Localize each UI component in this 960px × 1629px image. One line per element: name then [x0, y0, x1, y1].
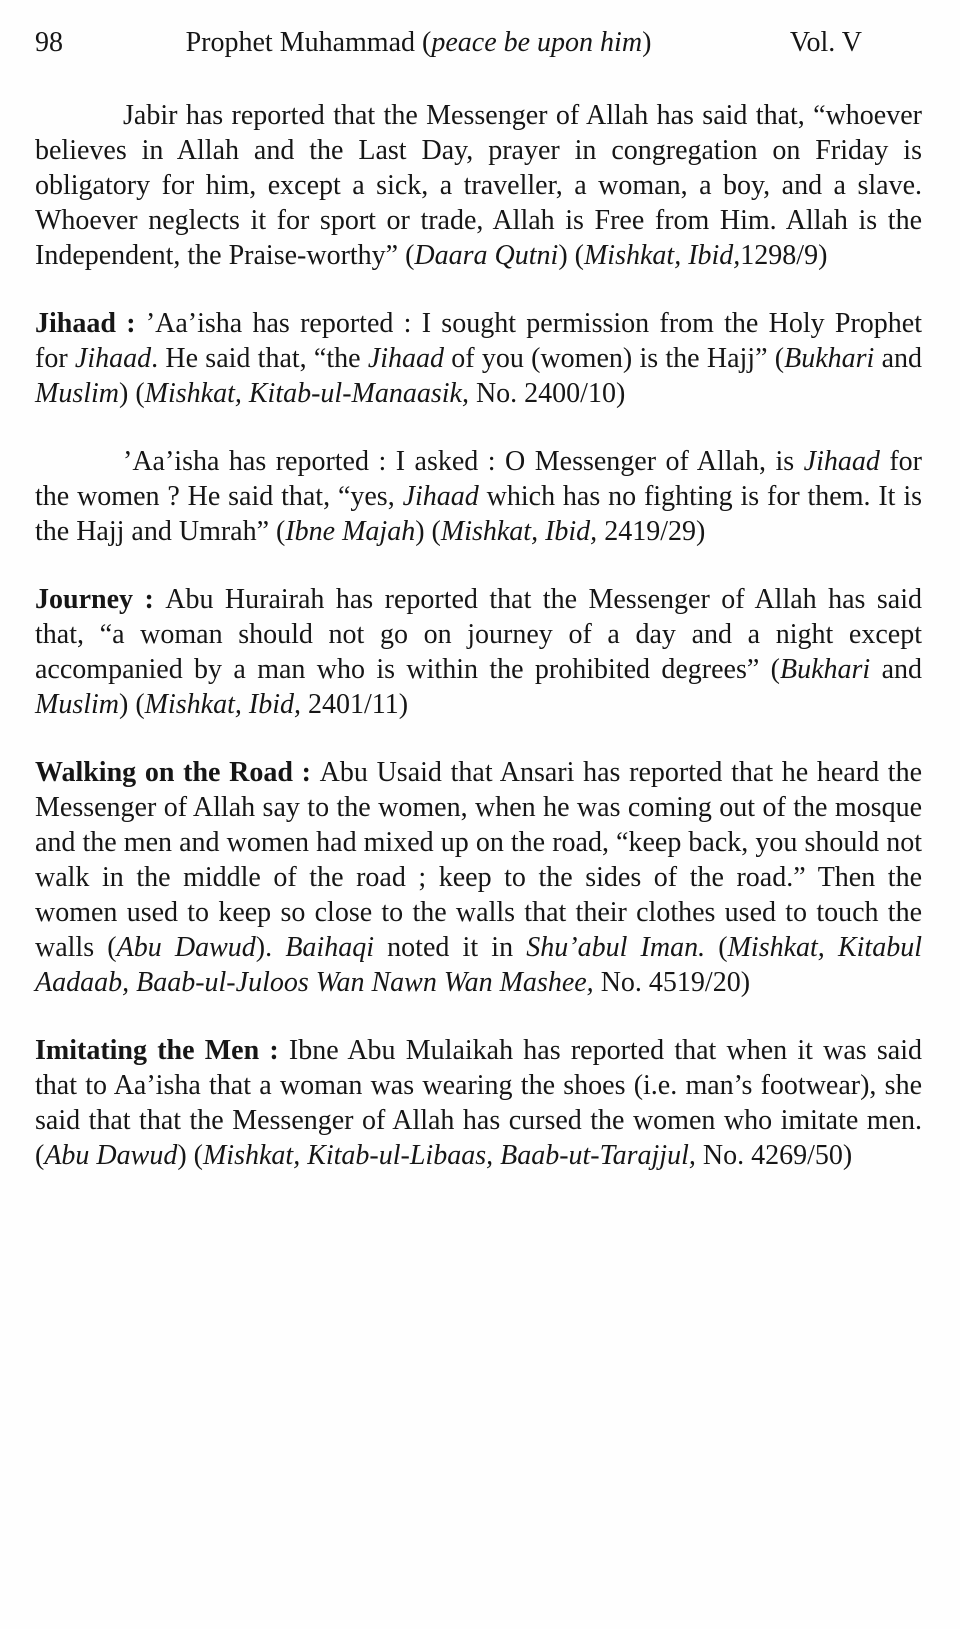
text-run: ( [705, 932, 728, 963]
text-run: Abu Dawud [44, 1140, 178, 1171]
text-run: ). [255, 932, 286, 963]
text-run: Mishkat, Ibid, [440, 516, 598, 547]
text-run: ’Aa’isha has reported : I sought permission from the Holy Prophet for [35, 308, 922, 374]
text-run: Jihaad [402, 481, 479, 512]
text-run: Journey : [35, 584, 166, 615]
text-run: ) ( [415, 516, 441, 547]
text-run: Muslim [35, 689, 119, 720]
text-run: noted it in [373, 932, 527, 963]
text-run: ) ( [119, 689, 145, 720]
text-run: ) ( [177, 1140, 203, 1171]
text-run: Mishkat, Ibid, [144, 689, 301, 720]
text-run: 2419/29) [597, 516, 706, 547]
text-run: ) ( [119, 378, 145, 409]
paragraph [35, 1033, 922, 1173]
text-run: Jihaad [803, 446, 880, 477]
page-number: 98 [35, 27, 63, 58]
text-run: 1298/9) [740, 240, 828, 271]
page-body [35, 98, 922, 1173]
page-header [35, 26, 922, 60]
text-run: of you (women) is the Hajj” ( [444, 343, 785, 374]
text-run: Mishkat, Kitabul Aadaab, Baab-ul-Juloos Wan Nawn Wan Mashee, [35, 932, 922, 998]
text-run: Jabir has reported that the Messenger of Allah has said that, “whoever believes in Allah and the Last Day, prayer in congregation on Friday is obligatory for him, except a sick, a traveller, a woman, a boy, and a slave. Whoever neglects it for sport or trade, Allah is Free from Him. Allah is the Independent, the Praise-worthy” ( [35, 100, 922, 271]
text-run: Abu Hurairah has reported that the Messenger of Allah has said that, “a woman should not go on journey of a day and a night except accompanied by a man who is within the prohibited degrees” ( [35, 584, 922, 685]
text-run: Daara Qutni [414, 240, 559, 271]
paragraph [35, 755, 922, 1000]
text-run: No. 2400/10) [468, 378, 626, 409]
text-run: No. 4269/50) [695, 1140, 853, 1171]
text-run: which has no fighting is for them. It is the Hajj and Umrah” ( [35, 481, 922, 547]
text-run: Bukhari [779, 654, 871, 685]
text-run: Ibne Abu Mulaikah has reported that when it was said that to Aa’isha that a woman was wearing the shoes (i.e. man’s footwear), she said that that the Messenger of Allah has cursed the women who imitate men. ( [35, 1035, 923, 1171]
text-run: and [870, 654, 922, 685]
text-run: Bukhari [784, 343, 875, 374]
text-run: Abu Usaid that Ansari has reported that he heard the Messenger of Allah say to the women, when he was coming out of the mosque and the men and women had mixed up on the road, “keep back, you should not walk in the middle of the road ; keep to the sides of the road.” Then the women used to keep so close to the walls that their clothes used to touch the walls ( [35, 757, 923, 963]
page-title [125, 26, 712, 60]
paragraph [35, 582, 922, 722]
text-run: Mishkat, Kitab-ul-Libaas, Baab-ut-Tarajjul, [202, 1140, 696, 1171]
text-run: Jihaad [74, 343, 152, 374]
text-run: ) [642, 27, 652, 58]
text-run: Walking on the Road : [35, 757, 320, 788]
text-run: Prophet Muhammad ( [185, 27, 432, 58]
paragraph [35, 98, 922, 273]
text-run: Muslim [35, 378, 119, 409]
text-run: for the women ? He said that, “yes, [35, 446, 922, 512]
text-run: Mishkat, Ibid, [583, 240, 741, 271]
text-run: . He said that, “the [151, 343, 368, 374]
text-run: Jihaad : [35, 308, 146, 339]
text-run: peace be upon him [431, 27, 643, 58]
text-run: Jihaad [367, 343, 445, 374]
text-run: Shu’abul Iman. [526, 932, 706, 963]
text-run: 2401/11) [300, 689, 409, 720]
paragraph [35, 444, 922, 549]
paragraph [35, 306, 922, 411]
text-run: Mishkat, Kitab-ul-Manaasik, [144, 378, 469, 409]
text-run: Ibne Majah [285, 516, 416, 547]
text-run: ’Aa’isha has reported : I asked : O Messenger of Allah, is [123, 446, 804, 477]
text-run: Abu Dawud [116, 932, 256, 963]
text-run: ) ( [558, 240, 584, 271]
text-run: Imitating the Men : [35, 1035, 289, 1066]
text-run: and [874, 343, 922, 374]
text-run: Baihaqi [285, 932, 374, 963]
volume-label: Vol. V [789, 27, 862, 58]
text-run: No. 4519/20) [593, 967, 751, 998]
